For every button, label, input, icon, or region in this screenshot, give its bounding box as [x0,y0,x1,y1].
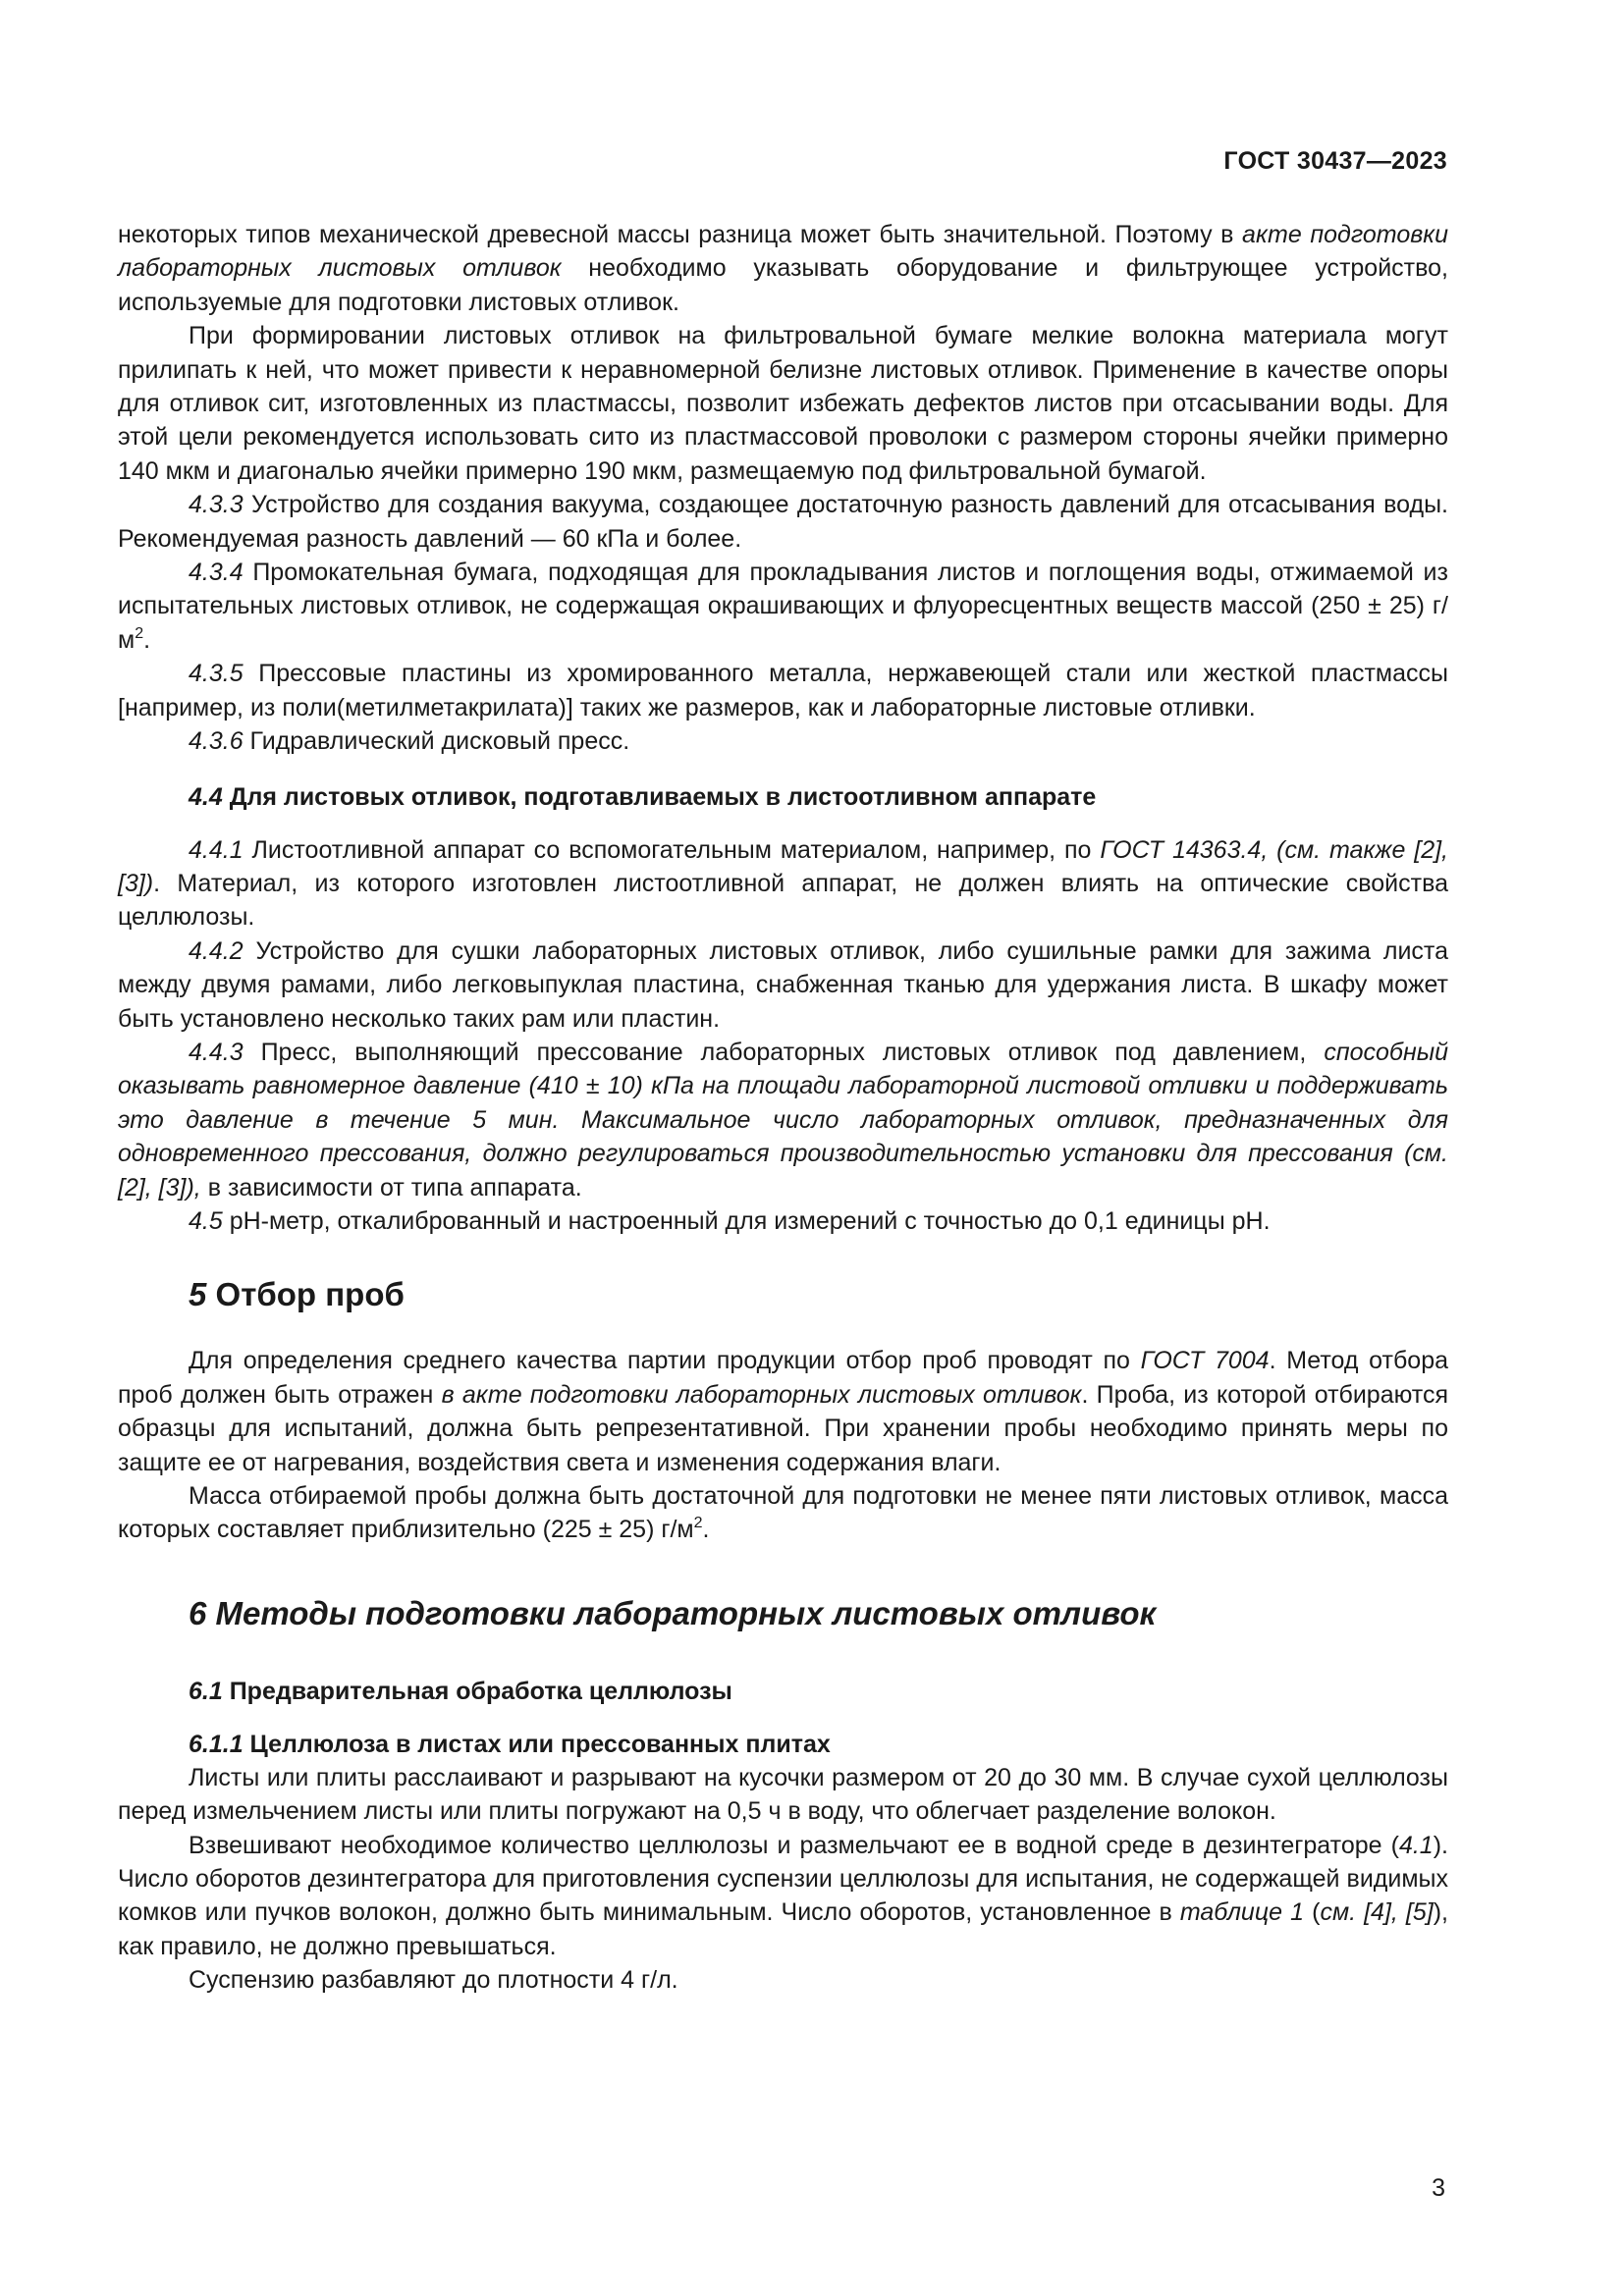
clause-4-4-3: 4.4.3 Пресс, выполняющий прессование лабораторных листовых отливок под давлением, способный оказывать равномерное давление (410 ± 10) кПа на площади лабораторной листовой отливки и поддерживать это давление в течение 5 мин. Максимальное число лабораторных отливок, предназначенных для одновременного прессования, должно регулироваться производительностью установки для прессования (см. [2], [3]), в зависимости от типа аппарата. [118,1038,1448,1201]
clause-4-5: 4.5 рН-метр, откалиброванный и настроенный для измерений с точностью до 0,1 единицы рН. [189,1206,1271,1235]
heading-section-6: 6 Методы подготовки лабораторных листовых отливок [189,1594,1157,1631]
page-number: 3 [1432,2174,1445,2202]
paragraph-dilution: Суспензию разбавляют до плотности 4 г/л. [189,1966,678,1995]
paragraph-filter-paper: При формировании листовых отливок на фильтровальной бумаге мелкие волокна материала могут прилипать к ней, что может привести к неравномерной белизне листовых отливок. Применение в качестве опоры для отливок сит, изготовленных из пластмассы, позволит избежать дефектов листов при отсасывании воды. Для этой цели рекомендуется использовать сито из пластмассовой проволоки с размером стороны ячейки примерно 140 мкм и диагональю ячейки примерно 190 мкм, размещаемую под фильтровальной бумагой. [118,322,1448,485]
heading-6-1: 6.1 Предварительная обработка целлюлозы [189,1677,732,1705]
document-designation: ГОСТ 30437—2023 [1223,147,1447,175]
heading-4-4: 4.4 Для листовых отливок, подготавливаемых в листоотливном аппарате [189,782,1097,811]
clause-4-4-2: 4.4.2 Устройство для сушки лабораторных листовых отливок, либо сушильные рамки для зажима листа между двумя рамами, либо легковыпуклая пластина, снабженная тканью для удержания листа. В шкафу может быть установлено несколько таких рам или пластин. [118,936,1448,1033]
paragraph-disintegration: Взвешивают необходимое количество целлюлозы и размельчают ее в водной среде в дезинтеграторе (4.1). Число оборотов дезинтегратора для приготовления суспензии целлюлозы для испытания, не содержащей видимых комков или пучков волокон, должно быть минимальным. Число оборотов, установленное в таблице 1 (см. [4], [5]), как правило, не должно превышаться. [118,1831,1449,1960]
paragraph-sheets-tearing: Листы или плиты расслаивают и разрывают на кусочки размером от 20 до 30 мм. В случае сухой целлюлозы перед измельчением листы или плиты погружают на 0,5 ч в воду, что облегчает разделение волокон. [118,1763,1448,1826]
paragraph-sampling: Для определения среднего качества партии продукции отбор проб проводят по ГОСТ 7004. Метод отбора проб должен быть отражен в акте подготовки лабораторных листовых отливок. Проба, из которой отбираются образцы для испытаний, должна быть репрезентативной. При хранении пробы необходимо принять меры по защите ее от нагревания, воздействия света и изменения содержания влаги. [118,1347,1449,1476]
paragraph-sample-mass: Масса отбираемой пробы должна быть достаточной для подготовки не менее пяти листовых отливок, масса которых составляет приблизительно (225 ± 25) $г/м^2$. [118,1482,1448,1544]
clause-4-3-4: 4.3.4 Промокательная бумага, подходящая для прокладывания листов и поглощения воды, отжимаемой из испытательных листовых отливок, не содержащая окрашивающих и флуоресцентных веществ массой (250 ± 25) $г/м^2$. [118,559,1448,654]
paragraph-continued: некоторых типов механической древесной массы разница может быть значительной. Поэтому в акте подготовки лабораторных листовых отливок необходимо указывать оборудование и фильтрующее устройство, используемые для подготовки листовых отливок. [118,221,1448,316]
page-body [118,218,1448,1998]
clause-4-3-6: 4.3.6 Гидравлический дисковый пресс. [189,727,630,756]
clause-4-4-1: 4.4.1 Листоотливной аппарат со вспомогательным материалом, например, по ГОСТ 14363.4, (см. также [2], [3]). Материал, из которого изготовлен листоотливной аппарат, не должен влиять на оптические свойства целлюлозы. [118,835,1448,932]
heading-section-5: 5 Отбор проб [189,1276,405,1313]
heading-6-1-1: 6.1.1 Целлюлоза в листах или прессованных плитах [189,1730,831,1758]
clause-4-3-5: 4.3.5 Прессовые пластины из хромированного металла, нержавеющей стали или жесткой пластмассы [например, из поли(метилметакрилата)] таких же размеров, как и лабораторные листовые отливки. [118,660,1448,721]
clause-4-3-3: 4.3.3 Устройство для создания вакуума, создающее достаточную разность давлений для отсасывания воды. Рекомендуемая разность давлений — 60 кПа и более. [118,491,1448,553]
